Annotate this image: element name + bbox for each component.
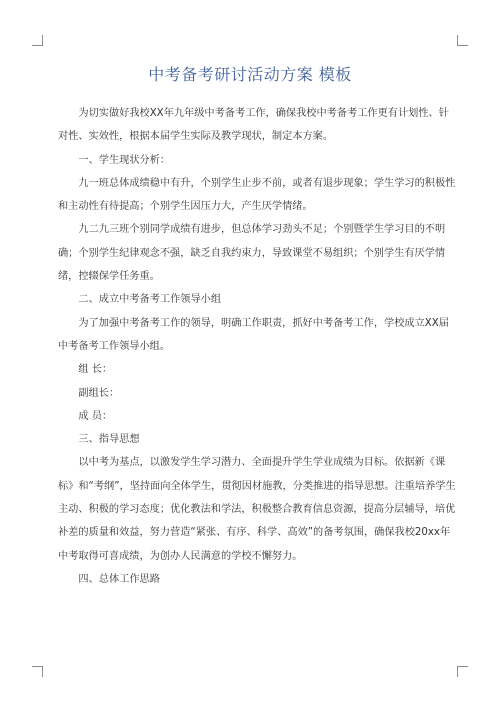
section-heading-student-analysis: 一、学生现状分析： — [78, 154, 171, 166]
members-line: 成 员： — [78, 410, 113, 422]
intro-paragraph: 为切实做好我校XX年九年级中考备考工作，确保我校中考备考工作更有计划性、针对性、实效性，根据本届学生实际及教学现状，制定本方案。 — [58, 108, 449, 143]
class-one-analysis-paragraph: 九一班总体成绩稳中有升，个别学生止步不前，或者有退步现象；学生学习的积极性和主动性有待提高；个别学生因压力大，产生厌学情绪。 — [58, 177, 456, 213]
section-heading-overall-approach: 四、总体工作思路 — [78, 573, 160, 585]
guiding-ideology-paragraph: 以中考为基点，以激发学生学习潜力、全面提升学生学业成绩为目标。依据新《课标》和“考纲”，坚持面向全体学生，贯彻因材施教，分类推进的指导思想。注重培养学生主动、积极的学习态度；优化教法和学法，积极整合教育信息资源，提高分层辅导，培优补差的质量和效益，努力营造“紧张、有序、科学、高效”的备考氛围，确保我校20xx年中考取得可喜成绩，为创办人民满意的学校不懈努力。 — [58, 457, 456, 562]
deputy-leader-line: 副组长： — [78, 387, 120, 399]
leadership-group-paragraph: 为了加强中考备考工作的领导，明确工作职责，抓好中考备考工作，学校成立XX届中考备考工作领导小组。 — [58, 317, 449, 352]
document-title: 中考备考研讨活动方案 模板 — [148, 65, 352, 84]
class-two-three-analysis-paragraph: 九二九三班个别同学成绩有进步，但总体学习劲头不足；个别暨学生学习目的不明确；个别学生纪律观念不强，缺乏自我约束力，导致课堂不易组织；个别学生有厌学情绪，控辍保学任务重。 — [58, 224, 446, 283]
document-body — [58, 102, 458, 591]
section-heading-leadership-group: 二、成立中考备考工作领导小组 — [78, 294, 222, 306]
page-corner-mark-bottom-left — [32, 666, 43, 677]
page-corner-mark-bottom-right — [457, 666, 468, 677]
page-corner-mark-top-right — [457, 35, 468, 46]
group-leader-line: 组 长： — [78, 364, 113, 376]
section-heading-guiding-ideology: 三、指导思想 — [78, 434, 140, 446]
page-corner-mark-top-left — [32, 35, 43, 46]
